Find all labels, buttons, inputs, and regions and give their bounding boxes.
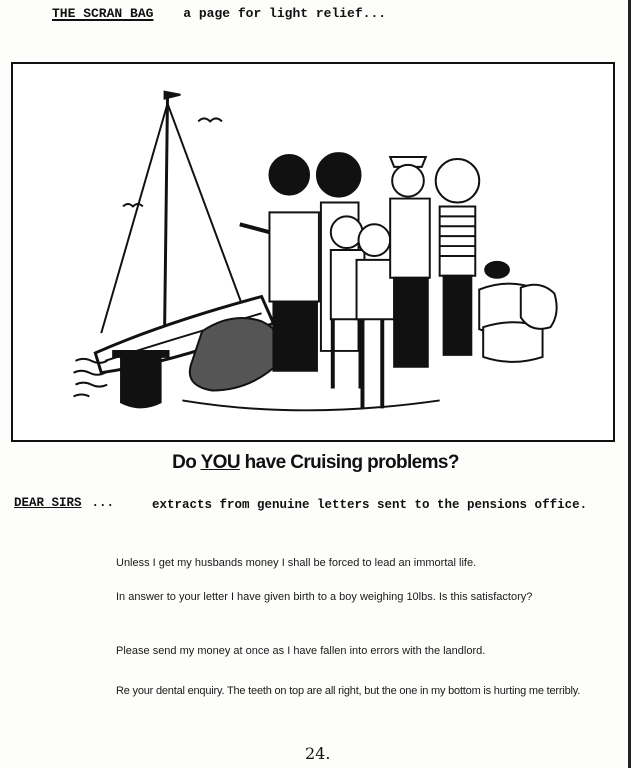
man-legs [273,301,317,370]
letter-extract: Please send my money at once as I have fallen into errors with the landlord. [116,645,486,657]
child-legs [362,319,382,408]
letter-extract: In answer to your letter I have given birth to a boy weighing 10lbs. Is this satisfactory? [116,591,533,603]
bowler-hat-icon [485,262,509,278]
sail-line [168,104,244,310]
curly-hair-head-icon [436,159,480,203]
page-subtitle: a page for light relief... [183,6,387,21]
page-title: THE SCRAN BAG [52,6,154,21]
man-body [269,212,318,301]
sailor-body [390,199,430,278]
headline-suffix: have Cruising problems? [239,452,459,473]
woman-head-icon [317,153,361,197]
sack-icon [521,285,557,329]
section-salutation [14,496,114,510]
bird-icon [123,204,143,206]
pennant [165,92,181,99]
salutation-ellipsis: ... [91,496,115,510]
headline-prefix: Do [172,452,201,473]
cartoon-drawing [13,64,613,440]
mast [165,94,168,331]
child-head-icon [331,216,363,248]
section-description: extracts from genuine letters sent to the pensions office. [152,498,588,512]
cartoon-illustration [11,62,615,442]
letter-extract: Unless I get my husbands money I shall be forced to lead an immortal life. [116,557,477,569]
child-body [357,260,395,319]
woman-legs [444,276,472,355]
ground-line [182,400,439,410]
page-header [52,6,386,21]
child-head-icon [359,224,391,256]
man-head-icon [269,155,309,195]
sailor-head-icon [392,165,424,197]
top-hat-icon [113,351,168,407]
page-number: 24. [305,744,331,763]
sail-line [101,104,167,334]
sailor-legs [394,278,428,367]
letter-extract: Re your dental enquiry. The teeth on top are all right, but the one in my bottom is hurting me terribly. [116,685,581,697]
headline [0,452,631,474]
salutation-text: DEAR SIRS [14,496,82,510]
pointing-arm [240,224,270,232]
headline-emphasis: YOU [200,452,240,473]
bird-icon [198,118,222,121]
